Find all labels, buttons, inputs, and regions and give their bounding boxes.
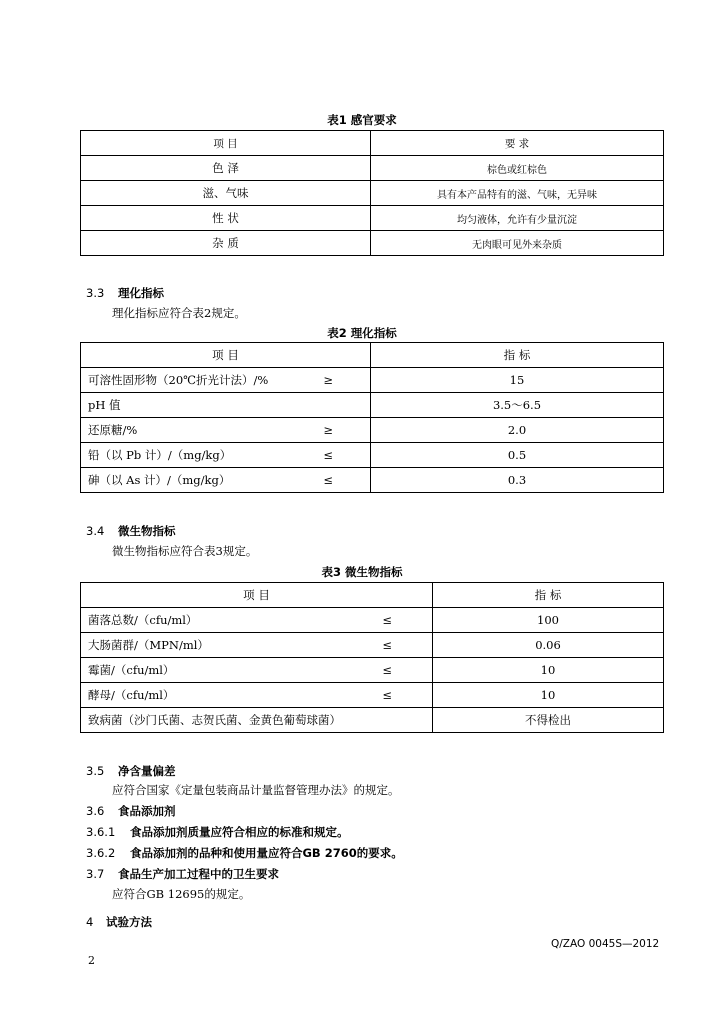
table-row bbox=[81, 683, 664, 708]
section-number: 3.6.1 bbox=[86, 825, 116, 839]
table-header-cell: 项 目 bbox=[81, 131, 371, 156]
item-label: 酵母/（cfu/ml） bbox=[88, 688, 175, 702]
table-cell bbox=[81, 633, 433, 658]
section-number: 3.6.2 bbox=[86, 846, 116, 860]
table-cell: 滋、气味 bbox=[81, 181, 371, 206]
table-row bbox=[81, 658, 664, 683]
table-cell: 0.06 bbox=[433, 633, 664, 658]
table-cell: 10 bbox=[433, 658, 664, 683]
section-3-6-heading bbox=[86, 803, 176, 819]
table-header-cell: 指 标 bbox=[433, 583, 664, 608]
table2 bbox=[80, 342, 664, 493]
section-number: 3.5 bbox=[86, 764, 105, 778]
section-3-3-text: 理化指标应符合表2规定。 bbox=[112, 306, 246, 320]
table-header-cell: 指 标 bbox=[371, 343, 664, 368]
document-id: Q/ZAO 0045S—2012 bbox=[551, 938, 660, 950]
section-number: 4 bbox=[86, 915, 94, 929]
section-3-5-heading bbox=[86, 763, 176, 779]
section-number: 3.7 bbox=[86, 867, 105, 881]
table-header-row bbox=[81, 131, 664, 156]
table-row bbox=[81, 468, 664, 493]
item-label: 铅（以 Pb 计）/（mg/kg） bbox=[88, 448, 232, 462]
comparison-symbol: ≤ bbox=[382, 688, 392, 702]
table-cell bbox=[81, 608, 433, 633]
table-cell bbox=[81, 468, 371, 493]
section-title: 理化指标 bbox=[118, 286, 164, 300]
table-cell: 杂 质 bbox=[81, 231, 371, 256]
table-cell bbox=[81, 393, 371, 418]
table-row bbox=[81, 418, 664, 443]
item-label: 大肠菌群/（MPN/ml） bbox=[88, 638, 209, 652]
table-row bbox=[81, 443, 664, 468]
comparison-symbol: ≤ bbox=[382, 663, 392, 677]
table-row bbox=[81, 633, 664, 658]
table-cell: 2.0 bbox=[371, 418, 664, 443]
table-row bbox=[81, 206, 664, 231]
section-title: 食品添加剂 bbox=[118, 804, 176, 818]
section-3-4-heading bbox=[86, 523, 176, 539]
item-label: 砷（以 As 计）/（mg/kg） bbox=[88, 473, 231, 487]
table-cell: 色 泽 bbox=[81, 156, 371, 181]
table-cell: 100 bbox=[433, 608, 664, 633]
table-cell: 无肉眼可见外来杂质 bbox=[371, 231, 664, 256]
section-title: 食品添加剂质量应符合相应的标准和规定。 bbox=[130, 825, 349, 839]
table-cell: 3.5～6.5 bbox=[371, 393, 664, 418]
section-3-5-text: 应符合国家《定量包装商品计量监督管理办法》的规定。 bbox=[112, 783, 400, 797]
section-3-4-text: 微生物指标应符合表3规定。 bbox=[112, 544, 258, 558]
section-number: 3.4 bbox=[86, 524, 105, 538]
table-cell: 具有本产品特有的滋、气味，无异味 bbox=[371, 181, 664, 206]
section-3-7-heading bbox=[86, 866, 279, 882]
item-label: 还原糖/% bbox=[88, 423, 138, 437]
table-cell: 10 bbox=[433, 683, 664, 708]
table-cell bbox=[81, 418, 371, 443]
comparison-symbol: ≤ bbox=[382, 613, 392, 627]
table3 bbox=[80, 582, 664, 733]
section-3-7-text: 应符合GB 12695的规定。 bbox=[112, 887, 251, 901]
table-cell: 0.3 bbox=[371, 468, 664, 493]
table-row bbox=[81, 368, 664, 393]
section-title: 食品添加剂的品种和使用量应符合GB 2760的要求。 bbox=[130, 846, 403, 860]
table-header-row bbox=[81, 583, 664, 608]
table-header-cell: 要 求 bbox=[371, 131, 664, 156]
table3-caption: 表3 微生物指标 bbox=[321, 565, 403, 579]
section-title: 微生物指标 bbox=[118, 524, 176, 538]
section-3-3-heading bbox=[86, 285, 164, 301]
table-row bbox=[81, 156, 664, 181]
section-title: 净含量偏差 bbox=[118, 764, 176, 778]
section-4-heading bbox=[86, 914, 152, 930]
comparison-symbol: ≤ bbox=[323, 473, 333, 487]
item-label: 致病菌（沙门氏菌、志贺氏菌、金黄色葡萄球菌） bbox=[88, 713, 341, 727]
table-row bbox=[81, 393, 664, 418]
section-number: 3.3 bbox=[86, 286, 105, 300]
table1 bbox=[80, 130, 664, 256]
table-header-cell: 项 目 bbox=[81, 583, 433, 608]
section-title: 食品生产加工过程中的卫生要求 bbox=[118, 867, 279, 881]
table-cell: 不得检出 bbox=[433, 708, 664, 733]
section-3-6-1-heading bbox=[86, 824, 349, 840]
section-title: 试验方法 bbox=[106, 915, 152, 929]
table-cell bbox=[81, 708, 433, 733]
table-cell: 性 状 bbox=[81, 206, 371, 231]
table-cell: 均匀液体，允许有少量沉淀 bbox=[371, 206, 664, 231]
table-row bbox=[81, 708, 664, 733]
table1-caption: 表1 感官要求 bbox=[327, 113, 397, 127]
comparison-symbol: ≥ bbox=[323, 373, 333, 387]
comparison-symbol: ≥ bbox=[323, 423, 333, 437]
item-label: 霉菌/（cfu/ml） bbox=[88, 663, 175, 677]
item-label: 菌落总数/（cfu/ml） bbox=[88, 613, 198, 627]
table-header-cell: 项 目 bbox=[81, 343, 371, 368]
page-number: 2 bbox=[88, 954, 95, 967]
comparison-symbol: ≤ bbox=[323, 448, 333, 462]
table-cell bbox=[81, 658, 433, 683]
table-cell bbox=[81, 683, 433, 708]
table-cell bbox=[81, 443, 371, 468]
comparison-symbol: ≤ bbox=[382, 638, 392, 652]
section-number: 3.6 bbox=[86, 804, 105, 818]
table-cell: 棕色或红棕色 bbox=[371, 156, 664, 181]
item-label: 可溶性固形物（20℃折光计法）/% bbox=[88, 373, 269, 387]
table-cell: 0.5 bbox=[371, 443, 664, 468]
table-cell bbox=[81, 368, 371, 393]
item-label: pH 值 bbox=[88, 398, 121, 412]
table-row bbox=[81, 231, 664, 256]
section-3-6-2-heading bbox=[86, 845, 403, 861]
table-row bbox=[81, 608, 664, 633]
table-header-row bbox=[81, 343, 664, 368]
table2-caption: 表2 理化指标 bbox=[327, 326, 397, 340]
table-cell: 15 bbox=[371, 368, 664, 393]
table-row bbox=[81, 181, 664, 206]
